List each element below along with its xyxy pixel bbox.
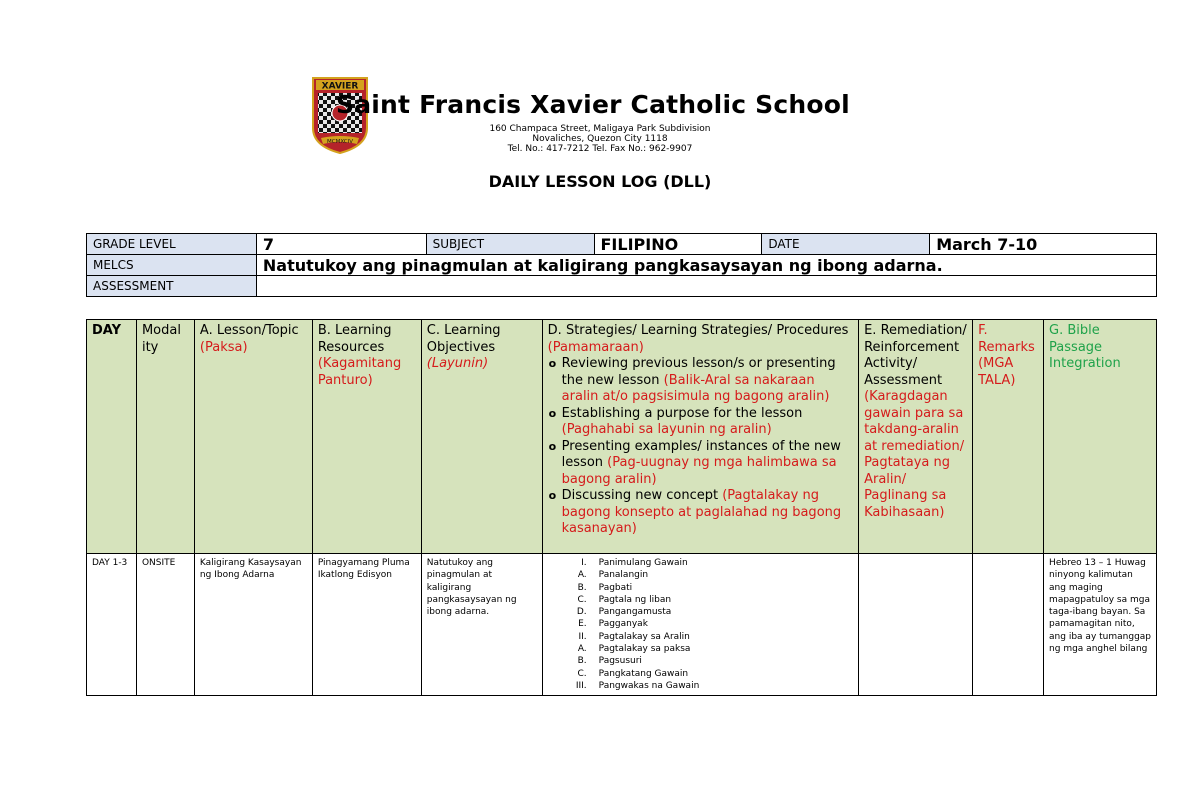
- list-item: I. Panimulang Gawain: [581, 558, 688, 568]
- date-label: DATE: [762, 234, 930, 255]
- row-lesson: Kaligirang Kasaysayan ng Ibong Adarna: [194, 554, 312, 696]
- col-remediation-header: [859, 320, 973, 554]
- row-day: DAY 1-3: [87, 554, 137, 696]
- school-address-line1: 160 Champaca Street, Maligaya Park Subdivision: [489, 124, 711, 134]
- objectives-header-filipino: (Layunin): [426, 356, 489, 371]
- subject-value: FILIPINO: [594, 234, 762, 255]
- lesson-header-filipino: (Paksa): [199, 339, 248, 355]
- col-lesson-header: [194, 320, 312, 554]
- strategy-item: o Establishing a purpose for the lesson (Paghahabi sa layunin ng aralin): [548, 405, 803, 437]
- col-bible-header: G. Bible Passage Integration: [1044, 320, 1157, 554]
- school-name: Saint Francis Xavier Catholic School: [336, 90, 850, 119]
- lesson-log-table: [86, 319, 1157, 696]
- col-modality-header: Modal ity: [136, 320, 194, 554]
- grade-level-value: 7: [256, 234, 426, 255]
- row-bible: Hebreo 13 – 1 Huwag ninyong kalimutan ang maging mapagpatuloy sa mga taga-ibang bayan. Sa pamamagitan nito, ang iba ay tumanggap ng mga anghel bilang: [1044, 554, 1157, 696]
- document-title: DAILY LESSON LOG (DLL): [488, 172, 712, 191]
- day-header-label: DAY: [92, 323, 122, 338]
- logo-text: XAVIER: [321, 81, 359, 92]
- col-strategies-header: [542, 320, 858, 554]
- header-row: [87, 320, 1157, 554]
- row-remarks: [973, 554, 1044, 696]
- procedures-list: [563, 557, 853, 692]
- logo-year: MCMXCIV: [327, 139, 353, 145]
- list-item: II. Pagtalakay sa Aralin: [578, 631, 690, 642]
- strategies-header-label: D. Strategies/ Learning Strategies/ Procedures: [547, 323, 849, 338]
- list-item: A. Pagtalakay sa paksa: [577, 644, 691, 655]
- list-item: B. Pagsusuri: [577, 656, 642, 667]
- row-objectives: Natutukoy ang pinagmulan at kaligirang pangkasaysayan ng ibong adarna.: [421, 554, 542, 696]
- objectives-header-label: C. Learning Objectives: [426, 323, 501, 355]
- col-resources-header: [312, 320, 421, 554]
- col-day-header: [87, 320, 137, 554]
- list-item: E. Pagganyak: [578, 619, 648, 630]
- list-item: D. Pangangamusta: [576, 607, 672, 618]
- list-item: III. Pangwakas na Gawain: [575, 680, 700, 691]
- remediation-header-label: E. Remediation/ Reinforcement Activity/ Assessment: [864, 323, 967, 388]
- remediation-header-filipino: (Karagdagan gawain para sa takdang-aralin at remediation/ Pagtataya ng Aralin/ Paglinang sa Kabihasaan): [864, 389, 965, 520]
- row-resources: Pinagyamang Pluma Ikatlong Edisyon: [312, 554, 421, 696]
- table-row: [87, 554, 1157, 696]
- melcs-label: MELCS: [87, 255, 257, 276]
- school-contact-line: Tel. No.: 417-7212 Tel. Fax No.: 962-9907: [507, 144, 693, 154]
- resources-header-label: B. Learning Resources: [317, 323, 392, 355]
- list-item: B. Pagbati: [577, 582, 633, 593]
- strategies-header-filipino: (Pamamaraan): [547, 339, 644, 355]
- resources-header-filipino: (Kagamitang Panturo): [317, 356, 402, 388]
- strategies-list: [548, 356, 853, 538]
- grade-level-label: GRADE LEVEL: [87, 234, 257, 255]
- row-remediation: [859, 554, 973, 696]
- lesson-info-table: [86, 233, 1157, 297]
- list-item: C. Pangkatang Gawain: [577, 668, 689, 679]
- date-value: March 7-10: [930, 234, 1157, 255]
- list-item: C. Pagtala ng liban: [577, 594, 672, 605]
- lesson-header-label: A. Lesson/Topic: [199, 323, 299, 338]
- col-objectives-header: [421, 320, 542, 554]
- row-procedures: [542, 554, 858, 696]
- row-modality: ONSITE: [136, 554, 194, 696]
- strategy-item: o Reviewing previous lesson/s or presenting the new lesson (Balik-Aral sa nakaraan aralin at/o pagsisimula ng bagong aralin): [548, 356, 836, 404]
- assessment-label: ASSESSMENT: [87, 276, 257, 297]
- assessment-value: [256, 276, 1156, 297]
- melcs-value: Natutukoy ang pinagmulan at kaligirang pangkasaysayan ng ibong adarna.: [256, 255, 1156, 276]
- strategy-item: o Presenting examples/ instances of the new lesson (Pag-uugnay ng mga halimbawa sa bagong aralin): [548, 438, 841, 487]
- list-item: A. Panalangin: [577, 570, 649, 581]
- subject-label: SUBJECT: [426, 234, 594, 255]
- school-address-line2: Novaliches, Quezon City 1118: [532, 134, 668, 144]
- col-remarks-header: F. Remarks (MGA TALA): [973, 320, 1044, 554]
- strategy-item: o Discussing new concept (Pagtalakay ng bagong konsepto at paglalahad ng bagong kasanayan): [548, 488, 842, 536]
